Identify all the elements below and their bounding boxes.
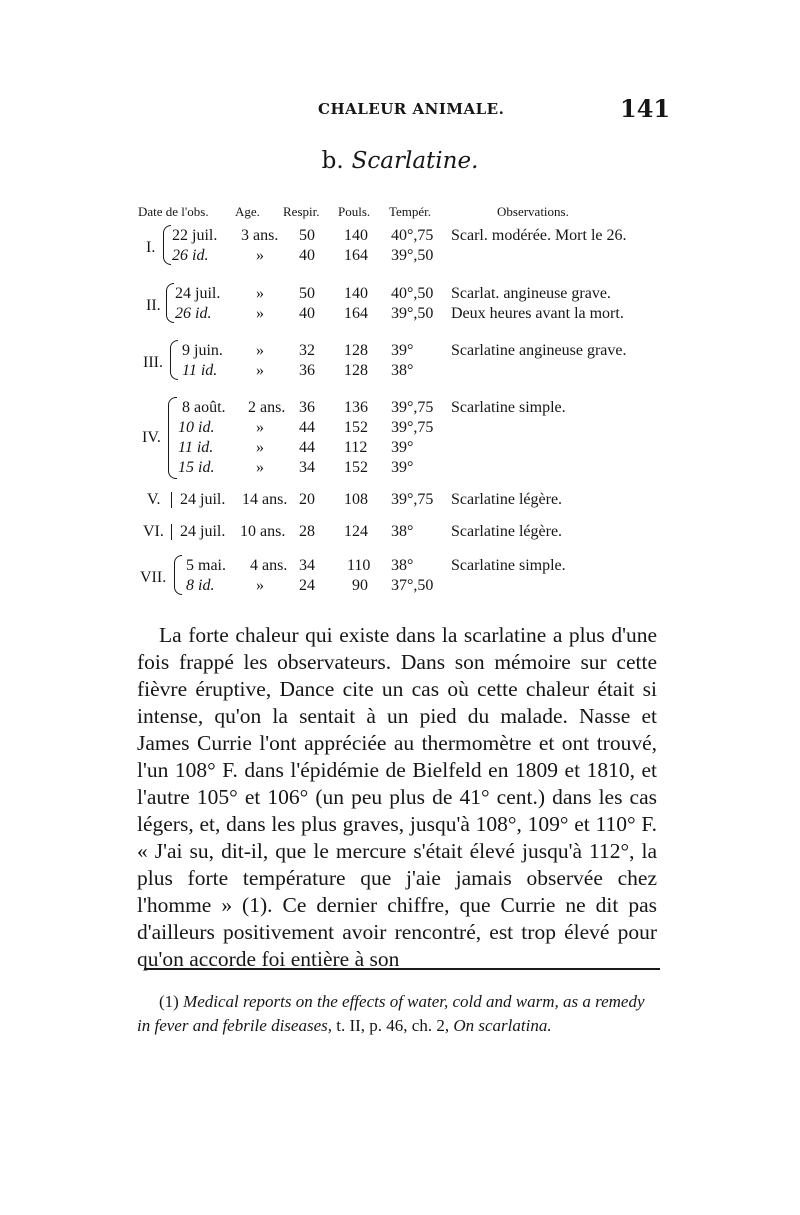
cell-age: 4 ans. [250, 557, 288, 574]
cell-temper: 39° [391, 342, 414, 359]
cell-date: 11 id. [178, 439, 214, 456]
footnote-section: On scarlatina. [453, 1016, 552, 1035]
cell-respir: 34 [299, 459, 315, 476]
group-label: II. [146, 297, 161, 314]
col-header-age: Age. [235, 204, 260, 219]
cell-temper: 39°,75 [391, 419, 434, 436]
cell-temper: 39°,50 [391, 247, 434, 264]
cell-age: 2 ans. [248, 399, 286, 416]
cell-date: 24 juil. [180, 523, 226, 540]
cell-respir: 50 [299, 285, 315, 302]
footnote [137, 990, 657, 1038]
cell-respir: 28 [299, 523, 315, 540]
cell-age: » [256, 419, 264, 436]
cell-pouls: 128 [344, 342, 368, 359]
cell-respir: 40 [299, 305, 315, 322]
cell-date: 15 id. [178, 459, 215, 476]
cell-date: 26 id. [172, 247, 209, 264]
col-header-observations: Observations. [497, 204, 569, 219]
cell-temper: 38° [391, 523, 414, 540]
cell-pouls: 152 [344, 459, 368, 476]
cell-temper: 39°,75 [391, 491, 434, 508]
group-bar [171, 524, 172, 540]
cell-date: 8 id. [186, 577, 215, 594]
cell-temper: 37°,50 [391, 577, 434, 594]
cell-temper: 40°,75 [391, 227, 434, 244]
cell-respir: 20 [299, 491, 315, 508]
cell-observation: Scarlatine simple. [451, 399, 566, 416]
cell-age: 10 ans. [240, 523, 286, 540]
cell-respir: 40 [299, 247, 315, 264]
cell-temper: 39° [391, 439, 414, 456]
col-header-pouls: Pouls. [338, 204, 371, 219]
body-text [137, 622, 657, 973]
page-number: 141 [620, 94, 671, 123]
section-title [0, 148, 800, 174]
cell-age: 3 ans. [241, 227, 279, 244]
group-label: IV. [142, 429, 161, 446]
col-header-respir: Respir. [283, 204, 320, 219]
cell-temper: 39°,75 [391, 399, 434, 416]
cell-age: » [256, 459, 264, 476]
col-header-temper: Tempér. [389, 204, 432, 219]
observations-table [0, 198, 800, 608]
cell-observation: Scarlat. angineuse grave. [451, 285, 611, 302]
cell-pouls: 152 [344, 419, 368, 436]
cell-temper: 39° [391, 459, 414, 476]
cell-temper: 38° [391, 557, 414, 574]
cell-age: » [256, 285, 264, 302]
cell-observation: Scarlatine légère. [451, 491, 563, 508]
group-brace [170, 340, 178, 380]
cell-age: 14 ans. [242, 491, 288, 508]
cell-observation: Scarl. modérée. Mort le 26. [451, 227, 627, 244]
cell-age: » [256, 247, 264, 264]
group-label: VII. [140, 569, 167, 586]
cell-respir: 24 [299, 577, 315, 594]
group-label: III. [143, 354, 163, 371]
cell-date: 10 id. [178, 419, 215, 436]
cell-pouls: 140 [344, 285, 368, 302]
cell-pouls: 128 [344, 362, 368, 379]
cell-pouls: 112 [344, 439, 368, 456]
cell-observation: Scarlatine légère. [451, 523, 563, 540]
cell-respir: 50 [299, 227, 315, 244]
cell-date: 26 id. [175, 305, 212, 322]
group-brace [174, 555, 182, 595]
cell-age: » [256, 362, 264, 379]
cell-respir: 36 [299, 362, 315, 379]
cell-date: 5 mai. [186, 557, 226, 574]
group-brace [163, 225, 171, 265]
col-header-date: Date de l'obs. [138, 204, 209, 219]
cell-respir: 36 [299, 399, 315, 416]
group-brace [168, 397, 177, 479]
cell-age: » [256, 342, 264, 359]
footnote-rule [144, 968, 660, 970]
group-brace [166, 283, 174, 323]
running-title: CHALEUR ANIMALE. [318, 100, 505, 118]
group-label: V. [147, 491, 161, 508]
cell-pouls: 110 [347, 557, 371, 574]
footnote-title: Medical reports on the effects of water, cold and warm, as a remedy in fever and febrile diseases, [137, 992, 645, 1035]
body-paragraph: La forte chaleur qui existe dans la scarlatine a plus d'une fois frappé les observateurs. Dans son mémoire sur cette fièvre éruptive, Dance cite un cas où cette chaleur était si intense, qu'on la sentait à un pied du malade. Nasse et James Currie l'ont appréciée au thermomètre et ont trouvé, l'un 108° F. dans l'épidémie de Bielfeld en 1809 et 1810, et l'autre 105° et 106° (un peu plus de 41° cent.) dans les cas légers, et, dans les plus graves, jusqu'à 108°, 109° et 110° F. « J'ai su, dit-il, que le mercure s'était élevé jusqu'à 112°, la plus forte température que j'aie jamais observée chez l'homme » (1). Ce dernier chiffre, que Currie ne dit pas d'ailleurs positivement avoir rencontré, est trop élevé pour qu'on accorde foi entière à son [137, 623, 657, 971]
cell-pouls: 164 [344, 247, 368, 264]
cell-pouls: 90 [352, 577, 368, 594]
section-letter: b. [321, 148, 344, 174]
cell-age: » [256, 305, 264, 322]
cell-temper: 38° [391, 362, 414, 379]
cell-observation: Scarlatine angineuse grave. [451, 342, 627, 359]
cell-date: 22 juil. [172, 227, 218, 244]
cell-date: 8 août. [182, 399, 226, 416]
footnote-marker: (1) [159, 992, 179, 1011]
cell-age: » [256, 577, 264, 594]
cell-respir: 32 [299, 342, 315, 359]
cell-pouls: 136 [344, 399, 368, 416]
section-name: Scarlatine. [351, 148, 479, 174]
cell-observation: Deux heures avant la mort. [451, 305, 624, 322]
cell-observation: Scarlatine simple. [451, 557, 566, 574]
cell-pouls: 140 [344, 227, 368, 244]
footnote-reference: t. II, p. 46, ch. 2, [336, 1016, 450, 1035]
cell-date: 9 juin. [182, 342, 223, 359]
cell-pouls: 124 [344, 523, 368, 540]
cell-date: 24 juil. [175, 285, 221, 302]
cell-temper: 39°,50 [391, 305, 434, 322]
cell-respir: 44 [299, 439, 315, 456]
cell-date: 24 juil. [180, 491, 226, 508]
group-label: VI. [143, 523, 164, 540]
cell-date: 11 id. [182, 362, 218, 379]
cell-age: » [256, 439, 264, 456]
group-label: I. [146, 239, 156, 256]
group-bar [171, 492, 172, 508]
cell-pouls: 164 [344, 305, 368, 322]
cell-pouls: 108 [344, 491, 368, 508]
running-head [0, 96, 800, 126]
cell-respir: 34 [299, 557, 315, 574]
cell-temper: 40°,50 [391, 285, 434, 302]
cell-respir: 44 [299, 419, 315, 436]
